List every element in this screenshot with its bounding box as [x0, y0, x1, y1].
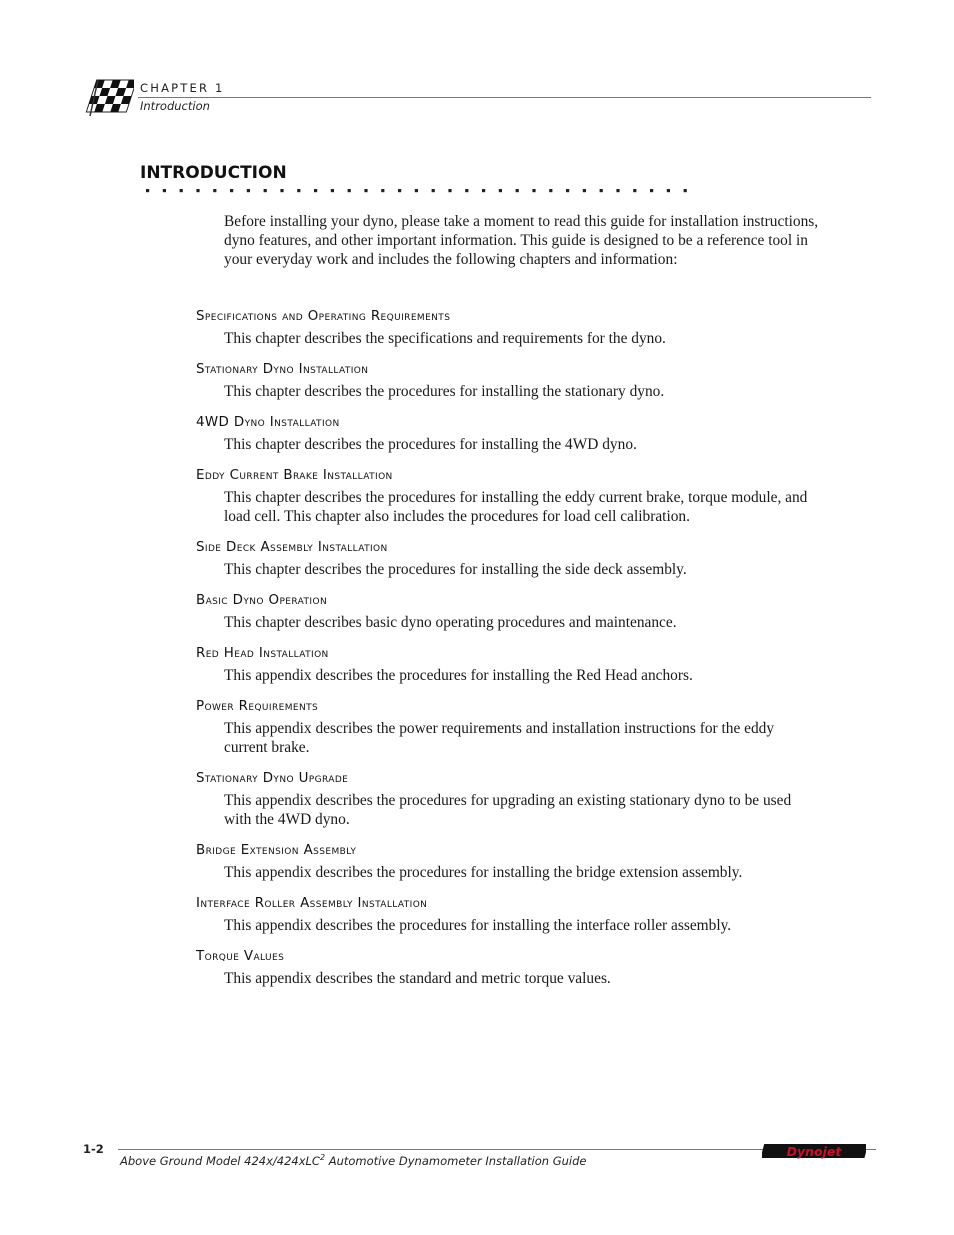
list-item [196, 467, 826, 526]
entry-title: Basic Dyno Operation [196, 593, 328, 608]
entry-description: This appendix describes the standard and metric torque values. [224, 970, 611, 987]
entry-description: This chapter describes the procedures for installing the side deck assembly. [224, 561, 687, 578]
entry-title: Stationary Dyno Upgrade [196, 771, 349, 786]
entry-description: This appendix describes the procedures for installing the bridge extension assembly. [224, 864, 743, 881]
footer-title [120, 1153, 586, 1168]
dot-leader [144, 186, 692, 196]
intro-paragraph: Before installing your dyno, please take a moment to read this guide for installation instructions, dyno features, and other important information. This guide is designed to be a reference tool in your everyday work and includes the following chapters and information: [224, 213, 819, 268]
chapter-subtitle: Introduction [140, 99, 210, 113]
entry-title: Power Requirements [196, 699, 319, 714]
entry-description: This appendix describes the procedures for installing the Red Head anchors. [224, 667, 693, 684]
entry-description: This chapter describes the specifications and requirements for the dyno. [224, 330, 666, 347]
dynojet-logo-icon [762, 1141, 866, 1161]
entry-title: Specifications and Operating Requirements [196, 309, 451, 324]
chapter-label: CHAPTER 1 [140, 81, 225, 95]
list-item [196, 361, 826, 401]
list-item [196, 414, 826, 454]
entry-title: Torque Values [196, 949, 285, 964]
entry-title: Interface Roller Assembly Installation [196, 896, 428, 911]
list-item [196, 698, 826, 757]
entry-description: This appendix describes the procedures for upgrading an existing stationary dyno to be used with the 4WD dyno. [224, 792, 792, 828]
entry-title: Bridge Extension Assembly [196, 843, 357, 858]
footer-title-prefix: Above Ground Model 424x/424xLC [120, 1153, 320, 1168]
list-item [196, 308, 826, 348]
entry-description: This appendix describes the procedures for installing the interface roller assembly. [224, 917, 732, 934]
entry-description: This chapter describes the procedures for installing the eddy current brake, torque module, and load cell. This chapter also includes the procedures for load cell calibration. [224, 489, 808, 525]
chapter-list [196, 308, 826, 1001]
entry-title: Side Deck Assembly Installation [196, 540, 388, 555]
entry-title: Eddy Current Brake Installation [196, 468, 393, 483]
page-number: 1-2 [83, 1142, 104, 1156]
list-item [196, 770, 826, 829]
list-item [196, 948, 826, 988]
list-item [196, 592, 826, 632]
entry-description: This appendix describes the power requirements and installation instructions for the eddy current brake. [224, 720, 775, 756]
list-item [196, 895, 826, 935]
entry-description: This chapter describes basic dyno operating procedures and maintenance. [224, 614, 677, 631]
footer-title-suffix: Automotive Dynamometer Installation Guide [325, 1153, 587, 1168]
entry-title: 4WD Dyno Installation [196, 415, 340, 430]
entry-description: This chapter describes the procedures for installing the 4WD dyno. [224, 436, 637, 453]
list-item [196, 539, 826, 579]
list-item [196, 645, 826, 685]
checkered-flag-icon [84, 76, 134, 118]
list-item [196, 842, 826, 882]
entry-title: Red Head Installation [196, 646, 329, 661]
entry-description: This chapter describes the procedures for installing the stationary dyno. [224, 383, 665, 400]
section-title: INTRODUCTION [140, 163, 287, 183]
logo-text: Dynojet [786, 1144, 842, 1159]
footer-title-sup: 2 [319, 1153, 326, 1162]
entry-title: Stationary Dyno Installation [196, 362, 369, 377]
header-rule [138, 97, 871, 98]
